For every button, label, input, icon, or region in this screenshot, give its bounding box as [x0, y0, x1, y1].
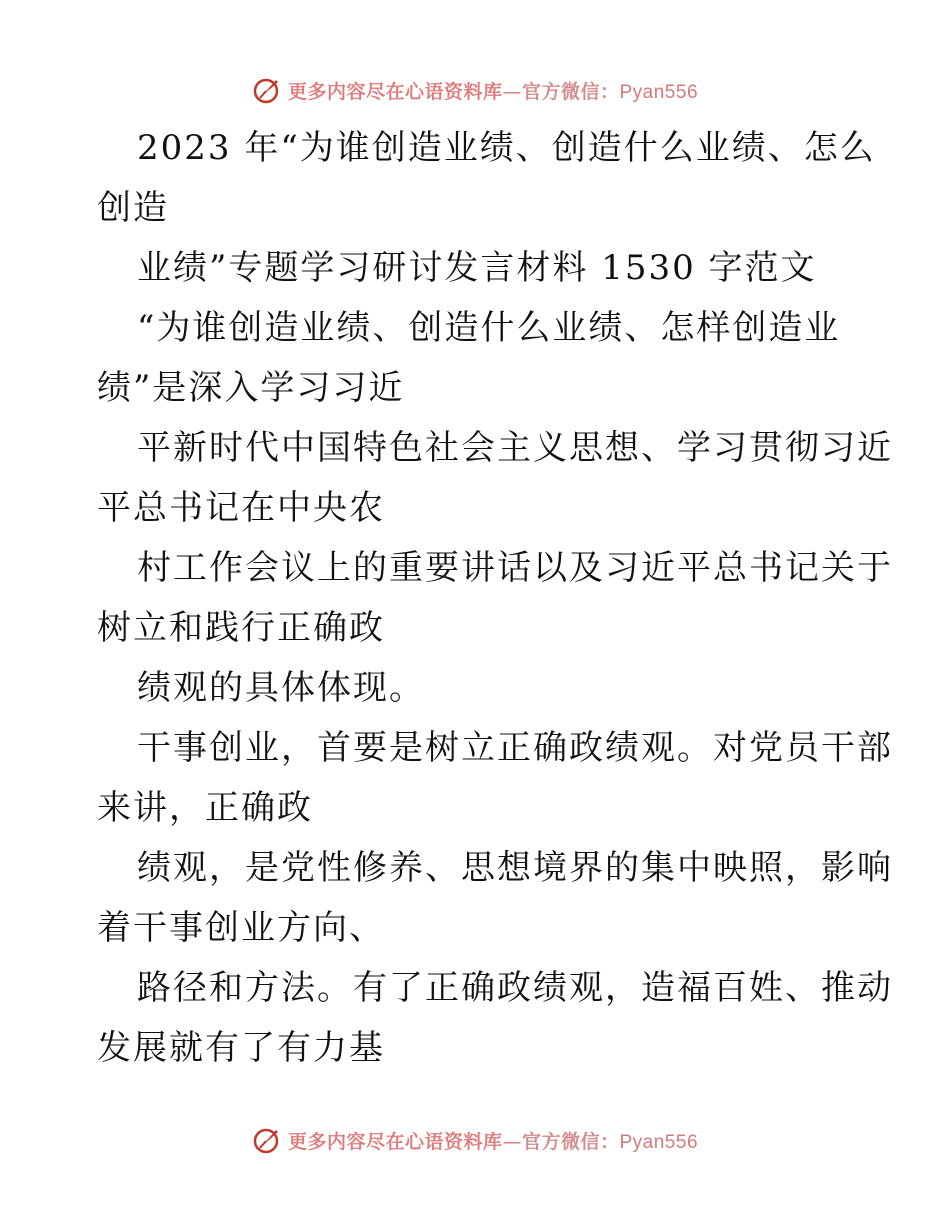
watermark-wechat-id: Pyan556 [619, 1131, 699, 1153]
watermark-official: 官方微信： [521, 80, 620, 103]
header-watermark [0, 70, 950, 110]
text-line: 干事创业，首要是树立正确政绩观。对党员干部 [137, 728, 893, 768]
text-line: 绩观的具体体现。 [137, 668, 425, 708]
watermark-official: 官方微信： [521, 1130, 620, 1153]
text-line: 着干事创业方向、 [97, 908, 385, 948]
document-body [97, 118, 893, 1078]
text-line: 业绩”专题学习研讨发言材料 1530 字范文 [137, 248, 817, 288]
text-line: 2023 年“为谁创造业绩、创造什么业绩、怎么 [137, 128, 876, 168]
footer-watermark [0, 1120, 950, 1160]
watermark-wechat-id: Pyan556 [619, 81, 699, 103]
text-line: 树立和践行正确政 [97, 608, 385, 648]
watermark-text [288, 1127, 698, 1154]
text-line: 平新时代中国特色社会主义思想、学习贯彻习近 [137, 428, 893, 468]
watermark-dash: — [502, 1130, 522, 1153]
text-line: “为谁创造业绩、创造什么业绩、怎样创造业 [137, 308, 841, 348]
text-line: 村工作会议上的重要讲话以及习近平总书记关于 [137, 548, 893, 588]
text-line: 发展就有了有力基 [97, 1028, 385, 1068]
watermark-dash: — [502, 80, 522, 103]
feather-circle-logo-icon [252, 75, 282, 105]
text-line: 来讲，正确政 [97, 788, 313, 828]
text-line: 平总书记在中央农 [97, 488, 385, 528]
watermark-main: 更多内容尽在心语资料库 [287, 1130, 503, 1153]
watermark-text [288, 77, 698, 104]
feather-circle-logo-icon [252, 1125, 282, 1155]
text-line: 绩”是深入学习习近 [97, 368, 405, 408]
text-line: 绩观，是党性修养、思想境界的集中映照，影响 [137, 848, 893, 888]
watermark-main: 更多内容尽在心语资料库 [287, 80, 503, 103]
text-line: 创造 [97, 188, 169, 228]
text-line: 路径和方法。有了正确政绩观，造福百姓、推动 [137, 968, 893, 1008]
